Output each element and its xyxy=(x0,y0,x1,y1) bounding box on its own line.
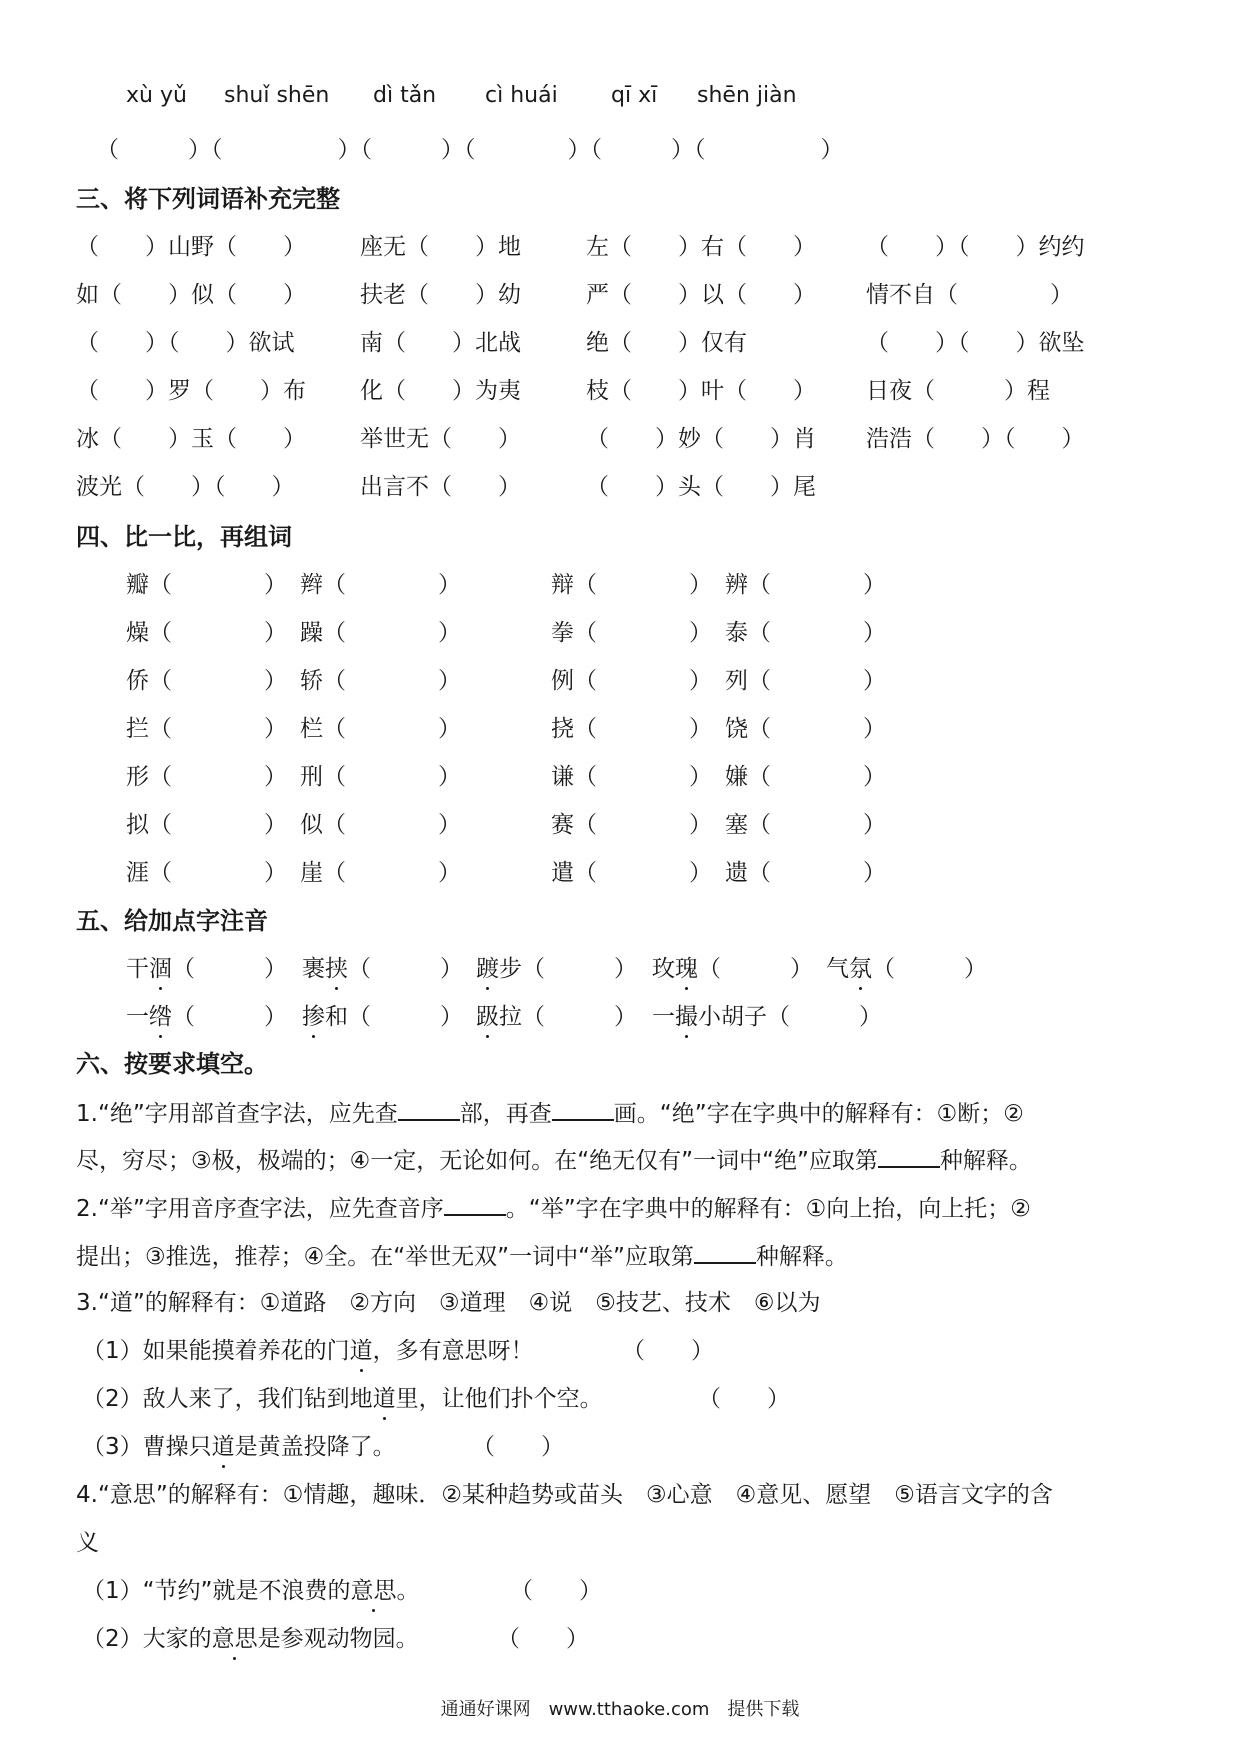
compare-item xyxy=(551,761,712,793)
idiom-item[interactable]: 枝（ ）叶（ ） xyxy=(586,378,816,404)
compare-answer-brackets[interactable]: （ ） xyxy=(323,812,461,838)
compare-character: 侨 xyxy=(126,668,149,694)
pinyin-item xyxy=(476,953,637,985)
sentence-item xyxy=(82,1335,534,1367)
pinyin-answer-brackets[interactable]: （ ） xyxy=(767,1004,882,1030)
compare-character: 栏 xyxy=(300,716,323,742)
compare-character: 遣 xyxy=(551,860,574,886)
sentence-item xyxy=(82,1383,603,1415)
pinyin-answer-brackets[interactable]: （ ） xyxy=(348,956,463,982)
compare-answer-brackets[interactable]: （ ） xyxy=(574,668,712,694)
compare-answer-brackets[interactable]: （ ） xyxy=(574,860,712,886)
idiom-item[interactable]: 扶老（ ）幼 xyxy=(360,282,521,308)
compare-item xyxy=(126,713,287,745)
sentence-prefix: （1）如果能摸着养花的门 xyxy=(82,1338,350,1364)
dotted-word: 道 xyxy=(350,1335,373,1367)
compare-answer-brackets[interactable]: （ ） xyxy=(748,572,886,598)
idiom-item[interactable]: 举世无（ ） xyxy=(360,426,521,452)
compare-character: 例 xyxy=(551,668,574,694)
q1-text-a: 1.“绝”字用部首查字法，应先查 xyxy=(76,1101,398,1127)
compare-item xyxy=(300,761,461,793)
pinyin-answer-brackets[interactable]: （ ）（ ）（ ）（ ）（ ）（ ） xyxy=(96,137,844,163)
compare-character: 躁 xyxy=(300,620,323,646)
word-prefix: 干 xyxy=(126,956,149,982)
word-suffix: 拉 xyxy=(499,1004,522,1030)
compare-item xyxy=(725,761,886,793)
q2-blank-meaning[interactable] xyxy=(694,1240,756,1264)
compare-answer-brackets[interactable]: （ ） xyxy=(323,668,461,694)
idiom-item[interactable]: （ ）（ ）欲坠 xyxy=(866,330,1085,356)
sentence-item xyxy=(82,1623,419,1655)
idiom-item[interactable]: （ ）（ ）欲试 xyxy=(76,330,295,356)
sentence-suffix: 是黄盖投降了。 xyxy=(234,1434,396,1460)
compare-character: 饶 xyxy=(725,716,748,742)
compare-answer-brackets[interactable]: （ ） xyxy=(748,860,886,886)
compare-answer-brackets[interactable]: （ ） xyxy=(149,860,287,886)
word-prefix: 一 xyxy=(652,1004,675,1030)
pinyin-word-1: xù yǔ xyxy=(126,83,187,108)
dotted-word: 意思 xyxy=(350,1575,396,1607)
q4-definitions-line-1: 4.“意思”的解释有：①情趣，趣味．②某种趋势或苗头 ③心意 ④意见、愿望 ⑤语言文字的含 xyxy=(76,1482,1053,1508)
pinyin-word-5: qī xī xyxy=(611,83,658,108)
pinyin-answer-brackets[interactable]: （ ） xyxy=(522,956,637,982)
compare-item xyxy=(725,665,886,697)
q1-text-b: 部，再查 xyxy=(459,1101,552,1127)
compare-character: 刑 xyxy=(300,764,323,790)
compare-item xyxy=(300,857,461,889)
compare-item xyxy=(126,809,287,841)
word-suffix: 步 xyxy=(499,956,522,982)
compare-item xyxy=(300,617,461,649)
q2-text-c: 提出；③推选，推荐；④全。在“举世无双”一词中“举”应取第 xyxy=(76,1244,694,1270)
compare-item xyxy=(551,617,712,649)
word-suffix: 小胡子 xyxy=(698,1004,767,1030)
idiom-item[interactable]: 浩浩（ ）（ ） xyxy=(866,426,1085,452)
pinyin-item xyxy=(302,953,463,985)
compare-answer-brackets[interactable]: （ ） xyxy=(574,764,712,790)
dotted-word: 意思 xyxy=(212,1623,258,1655)
compare-item xyxy=(300,569,461,601)
compare-character: 崖 xyxy=(300,860,323,886)
pinyin-item xyxy=(126,953,287,985)
compare-answer-brackets[interactable]: （ ） xyxy=(748,764,886,790)
q2-text-b: 。“举”字在字典中的解释有：①向上抬，向上托；② xyxy=(505,1196,1031,1222)
compare-answer-brackets[interactable]: （ ） xyxy=(574,716,712,742)
compare-answer-brackets[interactable]: （ ） xyxy=(748,812,886,838)
compare-item xyxy=(725,569,886,601)
q1-blank-meaning[interactable] xyxy=(878,1144,940,1168)
dotted-character: 瑰 xyxy=(675,953,698,985)
compare-item xyxy=(126,617,287,649)
pinyin-answer-brackets[interactable]: （ ） xyxy=(348,1004,463,1030)
compare-answer-brackets[interactable]: （ ） xyxy=(748,620,886,646)
compare-character: 列 xyxy=(725,668,748,694)
idiom-item[interactable]: （ ）妙（ ）肖 xyxy=(586,426,816,452)
dotted-character: 挟 xyxy=(325,953,348,985)
dotted-character: 撮 xyxy=(675,1001,698,1033)
q1-blank-radical[interactable] xyxy=(398,1097,460,1121)
section-3-title: 三、将下列词语补充完整 xyxy=(76,185,340,213)
sentence-suffix: ，多有意思呀！ xyxy=(372,1338,534,1364)
compare-character: 拦 xyxy=(126,716,149,742)
compare-character: 拟 xyxy=(126,812,149,838)
page-footer: 通通好课网 www.tthaoke.com 提供下载 xyxy=(440,1699,800,1720)
compare-answer-brackets[interactable]: （ ） xyxy=(149,764,287,790)
pinyin-word-4: cì huái xyxy=(485,83,558,108)
answer-brackets[interactable]: （ ） xyxy=(698,1386,790,1412)
answer-brackets[interactable]: （ ） xyxy=(510,1578,602,1604)
compare-item xyxy=(551,665,712,697)
idiom-item[interactable]: 左（ ）右（ ） xyxy=(586,234,816,260)
pinyin-answer-brackets[interactable]: （ ） xyxy=(698,956,813,982)
compare-answer-brackets[interactable]: （ ） xyxy=(323,716,461,742)
compare-character: 辨 xyxy=(725,572,748,598)
compare-item xyxy=(551,569,712,601)
compare-character: 涯 xyxy=(126,860,149,886)
word-prefix: 一 xyxy=(126,1004,149,1030)
compare-answer-brackets[interactable]: （ ） xyxy=(323,572,461,598)
pinyin-answer-brackets[interactable]: （ ） xyxy=(172,956,287,982)
q4-definitions-line-2: 义 xyxy=(76,1530,99,1556)
answer-brackets[interactable]: （ ） xyxy=(472,1434,564,1460)
sentence-prefix: （2）敌人来了，我们钻到地 xyxy=(82,1386,373,1412)
pinyin-item xyxy=(476,1001,637,1033)
pinyin-word-2: shuǐ shēn xyxy=(224,83,330,108)
compare-character: 瓣 xyxy=(126,572,149,598)
q2-text-d: 种解释。 xyxy=(755,1244,848,1270)
compare-character: 塞 xyxy=(725,812,748,838)
dotted-character: 踱 xyxy=(476,953,499,985)
compare-character: 形 xyxy=(126,764,149,790)
dotted-word: 道 xyxy=(212,1431,235,1463)
dotted-word: 道 xyxy=(373,1383,396,1415)
compare-item xyxy=(126,857,287,889)
idiom-item[interactable]: 化（ ）为夷 xyxy=(360,378,521,404)
q1-line-1 xyxy=(76,1097,1176,1130)
compare-answer-brackets[interactable]: （ ） xyxy=(149,716,287,742)
sentence-item xyxy=(82,1431,396,1463)
idiom-item[interactable]: （ ）（ ）约约 xyxy=(866,234,1085,260)
sentence-prefix: （1）“节约”就是不浪费的 xyxy=(82,1578,351,1604)
compare-answer-brackets[interactable]: （ ） xyxy=(323,620,461,646)
compare-item xyxy=(126,761,287,793)
q1-blank-strokes[interactable] xyxy=(552,1097,614,1121)
idiom-item[interactable]: 出言不（ ） xyxy=(360,474,521,500)
sentence-prefix: （2）大家的 xyxy=(82,1626,212,1652)
compare-item xyxy=(725,617,886,649)
pinyin-item xyxy=(126,1001,287,1033)
dotted-character: 绺 xyxy=(149,1001,172,1033)
q2-line-2 xyxy=(76,1240,1176,1273)
compare-item xyxy=(126,569,287,601)
compare-character: 泰 xyxy=(725,620,748,646)
word-prefix: 裹 xyxy=(302,956,325,982)
compare-item xyxy=(725,713,886,745)
sentence-suffix: 是参观动物园。 xyxy=(257,1626,419,1652)
compare-character: 拳 xyxy=(551,620,574,646)
compare-character: 燥 xyxy=(126,620,149,646)
pinyin-answer-brackets[interactable]: （ ） xyxy=(872,956,987,982)
answer-brackets[interactable]: （ ） xyxy=(622,1338,714,1364)
q2-line-1 xyxy=(76,1192,1176,1225)
compare-character: 谦 xyxy=(551,764,574,790)
compare-character: 挠 xyxy=(551,716,574,742)
idiom-item[interactable]: 绝（ ）仅有 xyxy=(586,330,747,356)
idiom-item[interactable]: 座无（ ）地 xyxy=(360,234,521,260)
compare-answer-brackets[interactable]: （ ） xyxy=(574,572,712,598)
compare-character: 似 xyxy=(300,812,323,838)
compare-item xyxy=(551,713,712,745)
sentence-prefix: （3）曹操只 xyxy=(82,1434,212,1460)
idiom-item[interactable]: 南（ ）北战 xyxy=(360,330,521,356)
q1-text-e: 种解释。 xyxy=(939,1148,1032,1174)
idiom-item[interactable]: （ ）罗（ ）布 xyxy=(76,378,306,404)
pinyin-answer-brackets[interactable]: （ ） xyxy=(172,1004,287,1030)
pinyin-word-3: dì tǎn xyxy=(373,83,437,108)
dotted-character: 掺 xyxy=(302,1001,325,1033)
q1-text-c: 画。“绝”字在字典中的解释有：①断；② xyxy=(613,1101,1024,1127)
compare-character: 辩 xyxy=(551,572,574,598)
idiom-item[interactable]: 情不自（ ） xyxy=(866,282,1073,308)
compare-character: 轿 xyxy=(300,668,323,694)
pinyin-item xyxy=(652,953,813,985)
word-prefix: 玫 xyxy=(652,956,675,982)
idiom-item[interactable]: （ ）头（ ）尾 xyxy=(586,474,816,500)
q1-line-2 xyxy=(76,1144,1176,1177)
sentence-suffix: 。 xyxy=(396,1578,420,1604)
compare-answer-brackets[interactable]: （ ） xyxy=(323,860,461,886)
compare-answer-brackets[interactable]: （ ） xyxy=(149,668,287,694)
compare-item xyxy=(300,713,461,745)
compare-item xyxy=(551,809,712,841)
pinyin-item xyxy=(826,953,987,985)
compare-answer-brackets[interactable]: （ ） xyxy=(574,812,712,838)
section-6-title: 六、按要求填空。 xyxy=(76,1050,268,1078)
compare-item xyxy=(551,857,712,889)
compare-character: 嫌 xyxy=(725,764,748,790)
compare-item xyxy=(725,857,886,889)
pinyin-item xyxy=(652,1001,882,1033)
q1-text-d: 尽，穷尽；③极，极端的；④一定，无论如何。在“绝无仅有”一词中“绝”应取第 xyxy=(76,1148,878,1174)
compare-item xyxy=(300,665,461,697)
section-4-title: 四、比一比，再组词 xyxy=(76,523,292,551)
compare-answer-brackets[interactable]: （ ） xyxy=(149,572,287,598)
idiom-item[interactable]: 如（ ）似（ ） xyxy=(76,282,306,308)
idiom-item[interactable]: 波光（ ）（ ） xyxy=(76,474,295,500)
pinyin-word-6: shēn jiàn xyxy=(697,83,797,108)
compare-answer-brackets[interactable]: （ ） xyxy=(574,620,712,646)
answer-brackets[interactable]: （ ） xyxy=(497,1626,589,1652)
idiom-item[interactable]: 日夜（ ）程 xyxy=(866,378,1050,404)
word-suffix: 和 xyxy=(325,1004,348,1030)
word-prefix: 气 xyxy=(826,956,849,982)
pinyin-item xyxy=(302,1001,463,1033)
compare-answer-brackets[interactable]: （ ） xyxy=(748,668,886,694)
sentence-suffix: 里，让他们扑个空。 xyxy=(395,1386,603,1412)
compare-item xyxy=(725,809,886,841)
compare-answer-brackets[interactable]: （ ） xyxy=(149,620,287,646)
dotted-character: 涸 xyxy=(149,953,172,985)
dotted-character: 趿 xyxy=(476,1001,499,1033)
compare-character: 遗 xyxy=(725,860,748,886)
idiom-item[interactable]: 严（ ）以（ ） xyxy=(586,282,816,308)
compare-answer-brackets[interactable]: （ ） xyxy=(748,716,886,742)
q3-definitions: 3.“道”的解释有：①道路 ②方向 ③道理 ④说 ⑤技艺、技术 ⑥以为 xyxy=(76,1290,821,1316)
compare-answer-brackets[interactable]: （ ） xyxy=(323,764,461,790)
compare-answer-brackets[interactable]: （ ） xyxy=(149,812,287,838)
section-5-title: 五、给加点字注音 xyxy=(76,907,268,935)
sentence-item xyxy=(82,1575,419,1607)
compare-character: 辫 xyxy=(300,572,323,598)
compare-item xyxy=(300,809,461,841)
dotted-character: 氛 xyxy=(849,953,872,985)
q2-blank-letter[interactable] xyxy=(444,1192,506,1216)
idiom-item[interactable]: （ ）山野（ ） xyxy=(76,234,306,260)
compare-item xyxy=(126,665,287,697)
idiom-item[interactable]: 冰（ ）玉（ ） xyxy=(76,426,306,452)
q2-text-a: 2.“举”字用音序查字法，应先查音序 xyxy=(76,1196,444,1222)
pinyin-answer-brackets[interactable]: （ ） xyxy=(522,1004,637,1030)
compare-character: 赛 xyxy=(551,812,574,838)
